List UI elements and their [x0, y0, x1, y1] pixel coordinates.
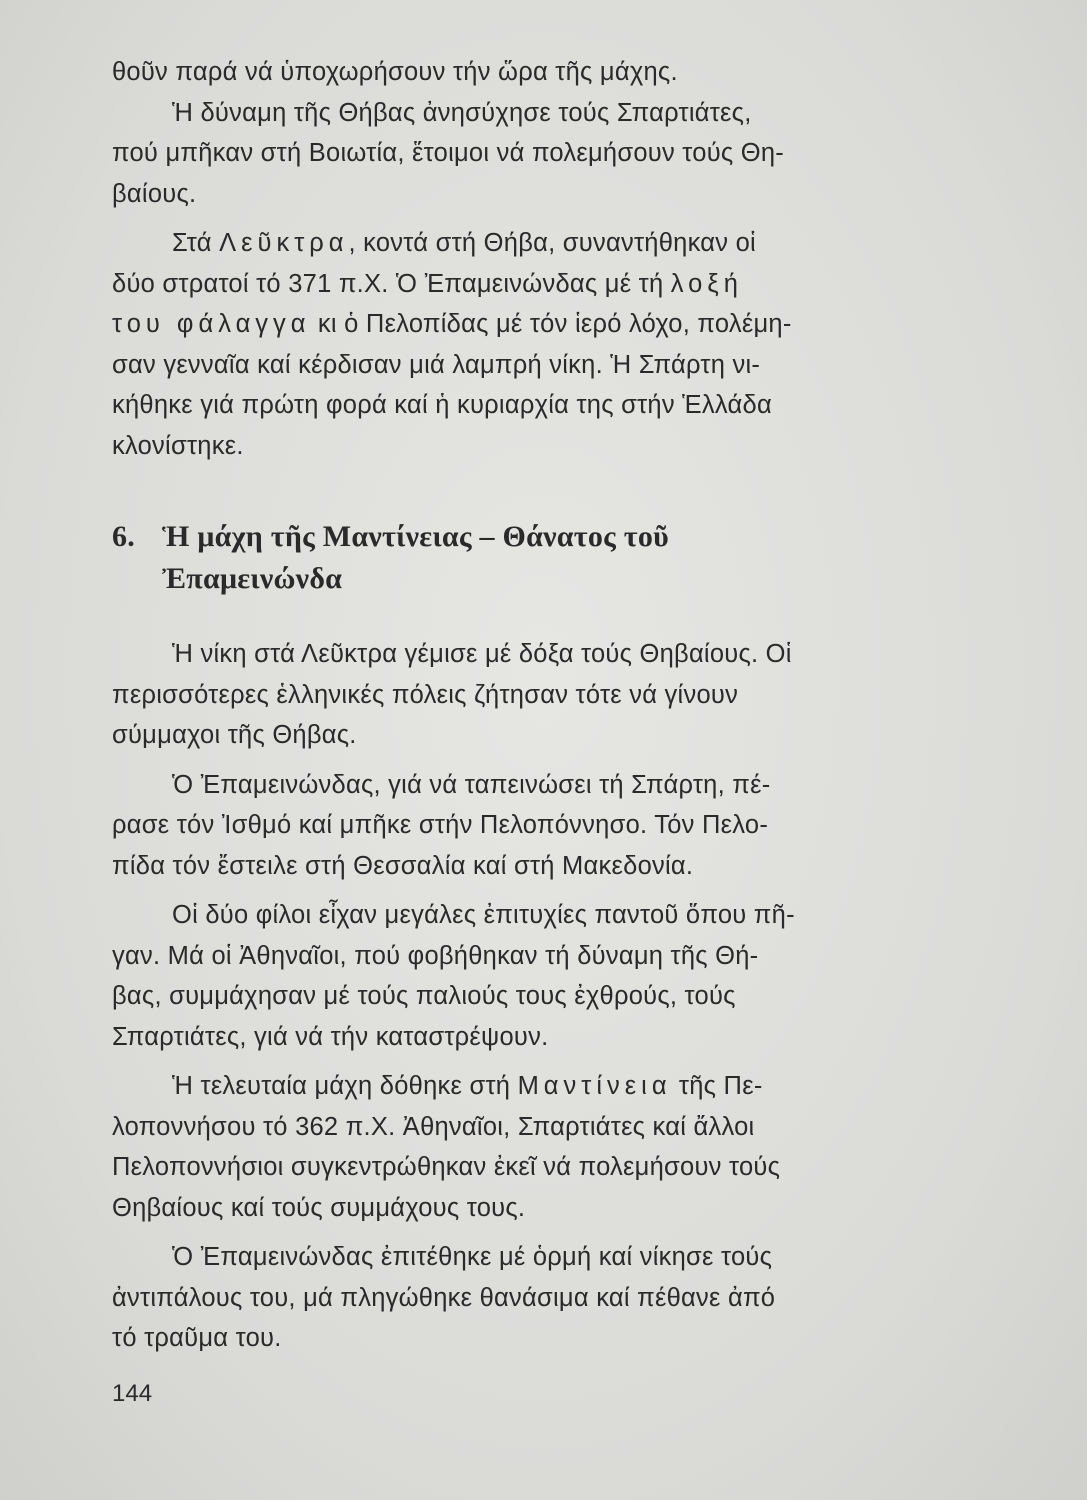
- text-line: θοῦν παρά νά ὑποχωρήσουν τήν ὥρα τῆς μάχης.: [112, 58, 678, 86]
- text-line: ἀντιπάλους του, μά πληγώθηκε θανάσιμα καί πέθανε ἀπό: [112, 1283, 776, 1312]
- text-line: σαν γενναῖα καί κέρδισαν μιά λαμπρή νίκη. Ἡ Σπάρτη νι-: [112, 350, 761, 379]
- page-number: 144: [112, 1380, 153, 1407]
- text-line: ρασε τόν Ἰσθμό καί μπῆκε στήν Πελοπόννησο. Τόν Πελο-: [112, 811, 769, 839]
- text-segment: δύο στρατοί τό 371 π.Χ. Ὁ Ἐπαμεινώνδας μέ τή: [112, 269, 664, 298]
- emphasized-term: του φάλαγγα: [112, 310, 311, 338]
- text-line: περισσότερες ἑλληνικές πόλεις ζήτησαν τότε νά γίνουν: [112, 680, 739, 709]
- text-line: σύμμαχοι τῆς Θήβας.: [112, 721, 357, 749]
- text-line: [112, 223, 972, 264]
- body-text: [112, 52, 972, 1359]
- text-line: πού μπῆκαν στή Βοιωτία, ἕτοιμοι νά πολεμήσουν τούς Θη-: [112, 139, 785, 167]
- text-segment: Στά: [172, 229, 212, 257]
- text-line: [112, 304, 972, 345]
- section-title-line1: Ἡ μάχη τῆς Μαντίνειας – Θάνατος τοῦ: [162, 520, 669, 553]
- text-segment: Ἡ τελευταία μάχη δόθηκε στή: [172, 1072, 511, 1100]
- text-line: Οἱ δύο φίλοι εἶχαν μεγάλες ἐπιτυχίες παντοῦ ὅπου πῆ-: [172, 901, 795, 929]
- text-line: [112, 1066, 972, 1107]
- section-heading: [112, 516, 972, 600]
- emphasized-place-name: Μαντίνεια: [517, 1072, 672, 1100]
- text-line: [112, 264, 972, 305]
- section-title-line2: Ἐπαμεινώνδα: [162, 562, 343, 595]
- text-line: πίδα τόν ἔστειλε στή Θεσσαλία καί στή Μακεδονία.: [112, 851, 694, 880]
- text-segment: , κοντά στή Θήβα, συναντήθηκαν οἱ: [348, 229, 756, 257]
- text-line: κήθηκε γιά πρώτη φορά καί ἡ κυριαρχία της στήν Ἑλλάδα: [112, 391, 772, 419]
- text-line: βας, συμμάχησαν μέ τούς παλιούς τους ἐχθρούς, τούς: [112, 982, 736, 1010]
- text-line: Σπαρτιάτες, γιά νά τήν καταστρέψουν.: [112, 1022, 549, 1051]
- text-line: Ἡ νίκη στά Λεῦκτρα γέμισε μέ δόξα τούς Θηβαίους. Οἱ: [172, 640, 792, 668]
- text-line: λοποννήσου τό 362 π.Χ. Ἀθηναῖοι, Σπαρτιάτες καί ἄλλοι: [112, 1112, 755, 1141]
- emphasized-place-name: Λεῦκτρα: [219, 229, 349, 257]
- text-line: βαίους.: [112, 179, 197, 208]
- text-segment: τῆς Πε-: [678, 1072, 763, 1100]
- section-number: 6.: [112, 520, 135, 553]
- text-line: τό τραῦμα του.: [112, 1324, 282, 1352]
- text-line: Ὁ Ἐπαμεινώνδας, γιά νά ταπεινώσει τή Σπάρτη, πέ-: [172, 770, 771, 799]
- text-line: κλονίστηκε.: [112, 431, 244, 460]
- text-line: Ἡ δύναμη τῆς Θήβας ἀνησύχησε τούς Σπαρτιάτες,: [172, 98, 752, 127]
- text-line: Πελοποννήσιοι συγκεντρώθηκαν ἐκεῖ νά πολεμήσουν τούς: [112, 1153, 781, 1181]
- text-line: Ὁ Ἐπαμεινώνδας ἐπιτέθηκε μέ ὁρμή καί νίκησε τούς: [172, 1243, 773, 1271]
- text-line: Θηβαίους καί τούς συμμάχους τους.: [112, 1193, 526, 1222]
- text-line: γαν. Μά οἱ Ἀθηναῖοι, πού φοβήθηκαν τή δύναμη τῆς Θή-: [112, 941, 759, 970]
- text-segment: κι ὁ Πελοπίδας μέ τόν ἱερό λόχο, πολέμη-: [317, 310, 792, 338]
- emphasized-term: λοξή: [670, 269, 743, 298]
